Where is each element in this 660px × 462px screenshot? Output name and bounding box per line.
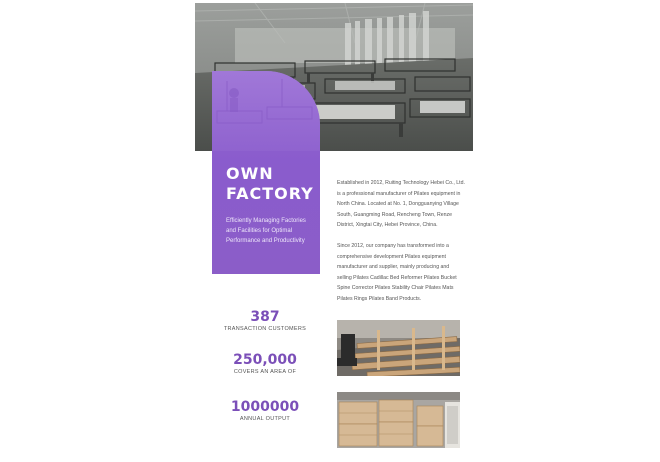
stat-value: 250,000 xyxy=(233,352,297,368)
company-description xyxy=(337,178,465,315)
promo-title-line2: FACTORY xyxy=(226,184,314,203)
stat-label: COVERS AN AREA OF xyxy=(233,369,297,375)
own-factory-card xyxy=(212,71,320,274)
stat-label: TRANSACTION CUSTOMERS xyxy=(223,326,307,332)
packing-crates-photo xyxy=(337,392,460,448)
stat-customers xyxy=(210,309,320,333)
stat-label: ANNUAL OUTPUT xyxy=(239,416,291,422)
description-paragraph-2: Since 2012, our company has transformed into a comprehensive development Pilates equipment manufacturer and supplier, mainly producing and selling Pilates Cadillac Bed Reformer Pilates Bucket Spine Corrector Pilates Stability Chair Pilates Mats Pilates Rings Pilates Band Products. xyxy=(337,242,457,302)
promo-title xyxy=(226,164,316,204)
stat-value: 387 xyxy=(250,309,280,325)
promo-title-line1: OWN xyxy=(226,164,274,183)
stat-value: 1000000 xyxy=(230,399,300,415)
stat-output xyxy=(210,399,320,423)
description-paragraph-1: Established in 2012, Ruiting Technology Hebei Co., Ltd. is a professional manufacturer of Pilates equipment in North China. Located at No. 1, Dongguanying Village South, Guangming Road, Rencheng Town, Renze District, Xingtai City, Hebei Province, China. xyxy=(337,180,465,229)
stat-area xyxy=(210,352,320,376)
promo-subtitle: Efficiently Managing Factories and Facilities for Optimal Performance and Productivity xyxy=(226,218,306,244)
reformer-frames-photo xyxy=(337,320,460,376)
